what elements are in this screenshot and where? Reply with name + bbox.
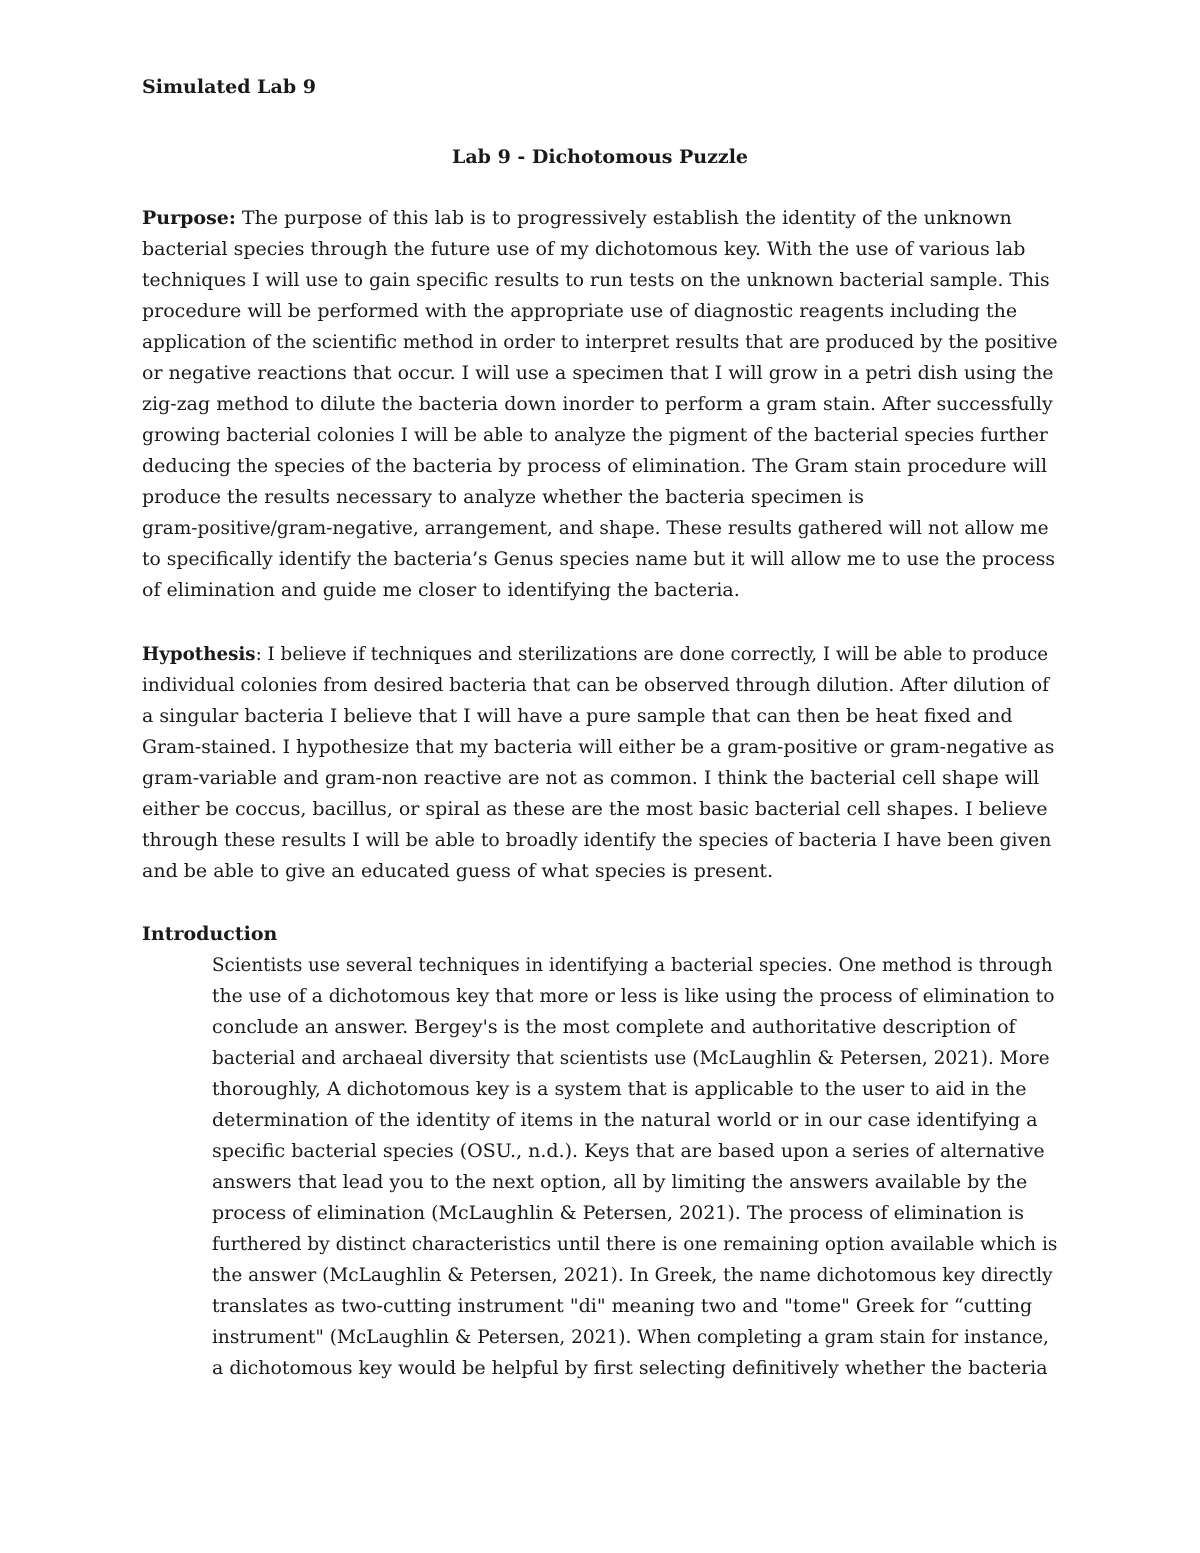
hypothesis-line: gram-variable and gram-non reactive are not as common. I think the bacterial cell shape will: [142, 767, 1040, 789]
introduction-line: specific bacterial species (OSU., n.d.). Keys that are based upon a series of alternative: [212, 1140, 1045, 1162]
introduction-line: answers that lead you to the next option, all by limiting the answers available by the: [212, 1171, 1028, 1193]
hypothesis-line: either be coccus, bacillus, or spiral as these are the most basic bacterial cell shapes. I believe: [142, 798, 1048, 820]
introduction-line: conclude an answer. Bergey's is the most complete and authoritative description of: [212, 1016, 1016, 1038]
purpose-line: [142, 203, 1058, 234]
hypothesis-line: individual colonies from desired bacteria that can be observed through dilution. After dilution of: [142, 675, 1049, 696]
purpose-line: gram-positive/gram-negative, arrangement, and shape. These results gathered will not allow me: [142, 518, 1049, 539]
purpose-line: to specifically identify the bacteria’s Genus species name but it will allow me to use the process: [142, 549, 1056, 570]
hypothesis-line: [142, 639, 1058, 670]
purpose-line: procedure will be performed with the appropriate use of diagnostic reagents including the: [142, 300, 1018, 322]
purpose-line: zig-zag method to dilute the bacteria down inorder to perform a gram stain. After successfully: [142, 393, 1053, 415]
introduction-body: [212, 950, 1058, 1384]
purpose-line: or negative reactions that occur. I will use a specimen that I will grow in a petri dish using the: [142, 362, 1054, 384]
introduction-line: furthered by distinct characteristics until there is one remaining option available which is: [212, 1234, 1058, 1255]
introduction-line: determination of the identity of items in the natural world or in our case identifying a: [212, 1109, 1038, 1131]
purpose-line: growing bacterial colonies I will be able to analyze the pigment of the bacterial species further: [142, 425, 1048, 446]
hypothesis-line: Gram-stained. I hypothesize that my bacteria will either be a gram-positive or gram-negative as: [142, 737, 1055, 758]
purpose-text: The purpose of this lab is to progressively establish the identity of the unknown: [235, 207, 1012, 229]
introduction-line: the use of a dichotomous key that more or less is like using the process of elimination to: [212, 986, 1055, 1007]
introduction-line: process of elimination (McLaughlin & Petersen, 2021). The process of elimination is: [212, 1202, 1024, 1224]
purpose-section: [142, 203, 1058, 606]
purpose-line: application of the scientific method in order to interpret results that are produced by the positive: [142, 332, 1058, 353]
hypothesis-section: [142, 639, 1058, 887]
hypothesis-line: a singular bacteria I believe that I will have a pure sample that can then be heat fixed and: [142, 705, 1013, 727]
introduction-line: instrument" (McLaughlin & Petersen, 2021). When completing a gram stain for instance,: [212, 1327, 1049, 1348]
purpose-label: Purpose:: [142, 207, 236, 229]
document-header: Simulated Lab 9: [142, 76, 316, 98]
purpose-line: deducing the species of the bacteria by process of elimination. The Gram stain procedure will: [142, 455, 1048, 477]
introduction-line: Scientists use several techniques in identifying a bacterial species. One method is through: [212, 955, 1053, 976]
purpose-line: bacterial species through the future use of my dichotomous key. With the use of various lab: [142, 238, 1026, 260]
introduction-line: a dichotomous key would be helpful by first selecting definitively whether the bacteria: [212, 1357, 1048, 1379]
introduction-line: bacterial and archaeal diversity that scientists use (McLaughlin & Petersen, 2021). More: [212, 1048, 1050, 1069]
hypothesis-line: and be able to give an educated guess of what species is present.: [142, 860, 774, 882]
hypothesis-text: : I believe if techniques and sterilizations are done correctly, I will be able to produce: [255, 644, 1049, 665]
hypothesis-line: through these results I will be able to broadly identify the species of bacteria I have been given: [142, 830, 1052, 851]
introduction-line: the answer (McLaughlin & Petersen, 2021). In Greek, the name dichotomous key directly: [212, 1265, 1053, 1286]
introduction-line: thoroughly, A dichotomous key is a system that is applicable to the user to aid in the: [212, 1078, 1027, 1100]
hypothesis-label: Hypothesis: [142, 644, 256, 665]
introduction-heading: Introduction: [142, 923, 278, 945]
introduction-line: translates as two-cutting instrument "di" meaning two and "tome" Greek for “cutting: [212, 1295, 1033, 1317]
document-title: Lab 9 - Dichotomous Puzzle: [452, 146, 748, 168]
purpose-line: of elimination and guide me closer to identifying the bacteria.: [142, 579, 740, 601]
purpose-line: techniques I will use to gain specific results to run tests on the unknown bacterial sample. This: [142, 270, 1050, 291]
purpose-line: produce the results necessary to analyze whether the bacteria specimen is: [142, 486, 865, 508]
